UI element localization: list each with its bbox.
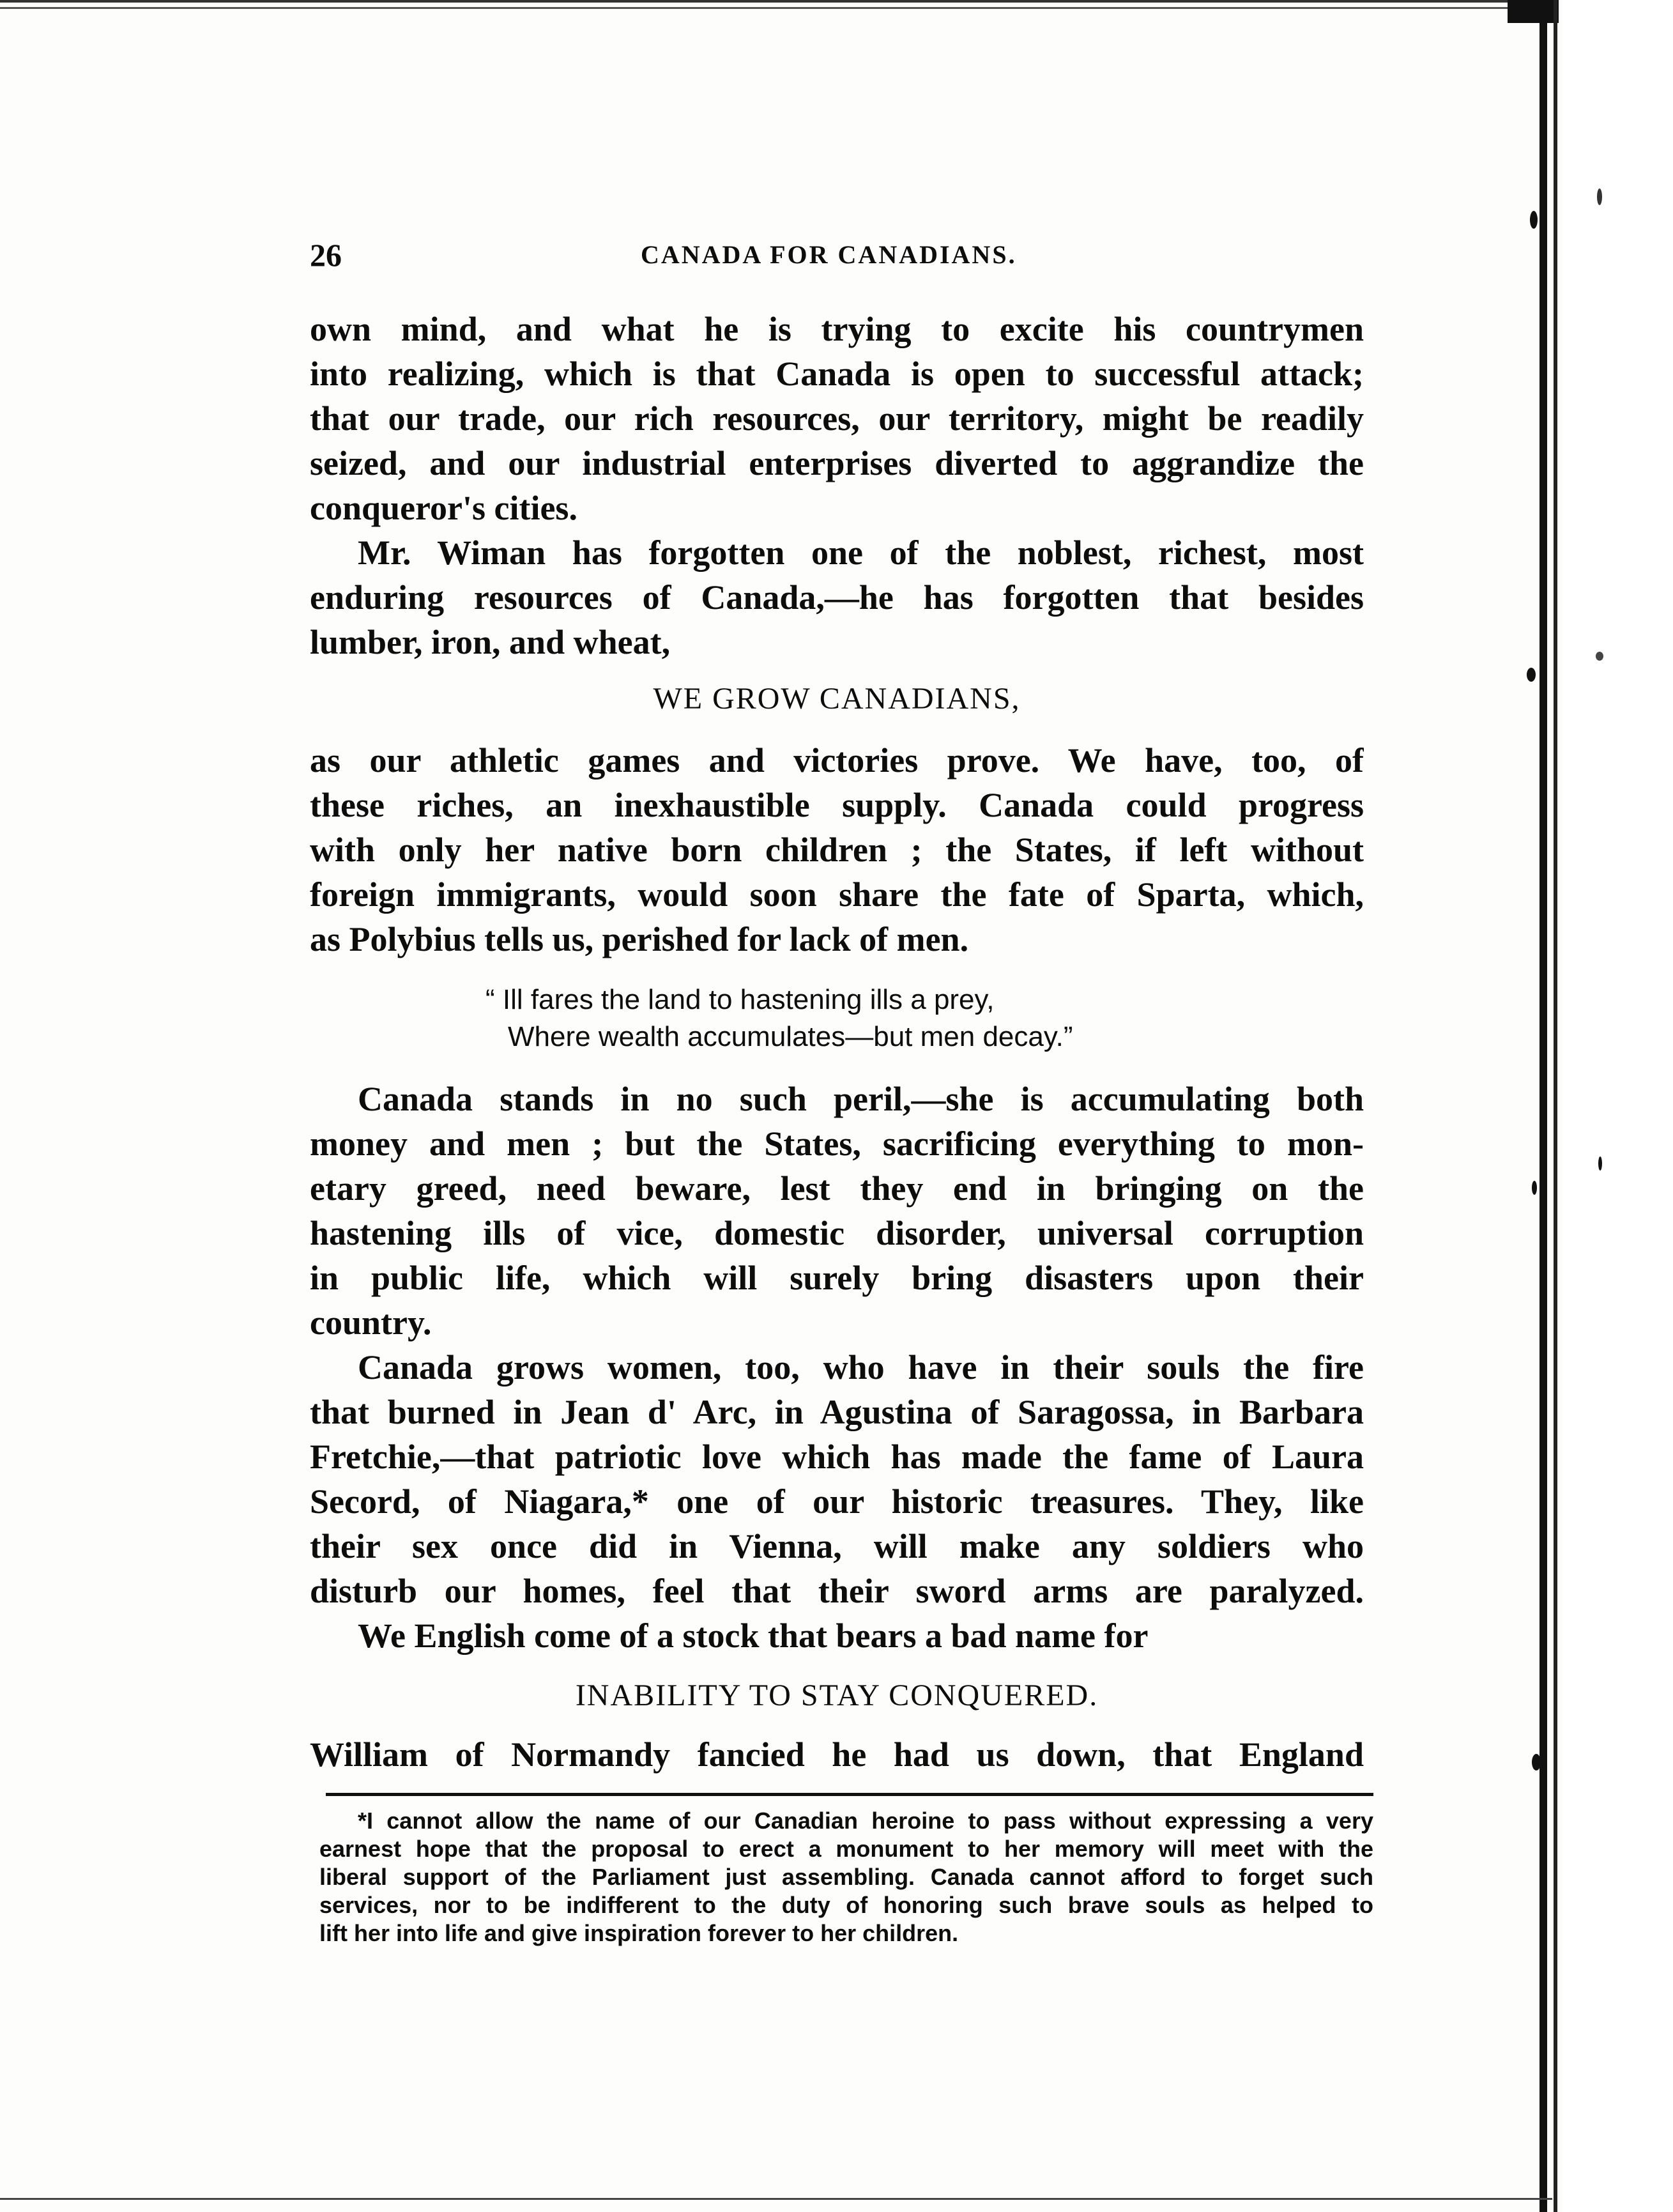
body-line: into realizing, which is that Canada is open to successful attack; [310, 355, 1364, 393]
scan-speck [1530, 211, 1538, 229]
body-line: conqueror's cities. [310, 489, 577, 527]
body-line: with only her native born children ; the States, if left without [310, 831, 1364, 869]
page-bottom-edge [0, 2198, 1552, 2212]
body-line: that burned in Jean d' Arc, in Agustina of Saragossa, in Barbara [310, 1393, 1364, 1431]
section-heading: INABILITY TO STAY CONQUERED. [575, 1678, 1099, 1712]
body-line: William of Normandy fancied he had us down, that England [310, 1735, 1364, 1774]
page-corner-shadow [1508, 0, 1559, 23]
body-line: enduring resources of Canada,—he has forgotten that besides [310, 578, 1364, 617]
body-line: country. [310, 1303, 432, 1342]
body-line: Fretchie,—that patriotic love which has made the fame of Laura [310, 1438, 1364, 1476]
page-top-edge [0, 0, 1552, 9]
body-line: these riches, an inexhaustible supply. Canada could progress [310, 786, 1364, 824]
scan-margin [1562, 0, 1673, 2212]
body-line: as Polybius tells us, perished for lack of men. [310, 920, 969, 958]
quotation-line: “ Ill fares the land to hastening ills a prey, [485, 984, 995, 1015]
body-line: disturb our homes, feel that their sword arms are paralyzed. [310, 1572, 1364, 1610]
body-line: their sex once did in Vienna, will make any soldiers who [310, 1527, 1364, 1565]
footnote-rule [326, 1793, 1373, 1796]
page-number: 26 [310, 237, 342, 273]
body-line: Secord, of Niagara,* one of our historic treasures. They, like [310, 1482, 1364, 1521]
body-line: Mr. Wiman has forgotten one of the noblest, richest, most [358, 534, 1364, 572]
footnote-line: *I cannot allow the name of our Canadian heroine to pass without expressing a very [358, 1808, 1373, 1834]
body-line: in public life, which will surely bring disasters upon their [310, 1259, 1364, 1297]
body-line: hastening ills of vice, domestic disorder, universal corruption [310, 1214, 1364, 1252]
scan-speck [1597, 188, 1602, 205]
scan-speck [1532, 1754, 1541, 1770]
body-line: that our trade, our rich resources, our territory, might be readily [310, 399, 1364, 438]
scan-speck [1527, 668, 1536, 682]
running-title: CANADA FOR CANADIANS. [641, 240, 1017, 269]
body-line: seized, and our industrial enterprises diverted to aggrandize the [310, 444, 1364, 482]
body-line: money and men ; but the States, sacrificing everything to mon- [310, 1125, 1364, 1163]
footnote-line: services, nor to be indifferent to the duty of honoring such brave souls as helped to [319, 1892, 1373, 1918]
body-line: etary greed, need beware, lest they end in bringing on the [310, 1169, 1364, 1208]
body-line: We English come of a stock that bears a bad name for [358, 1617, 1149, 1655]
body-line: as our athletic games and victories prove. We have, too, of [310, 741, 1364, 780]
footnote-line: earnest hope that the proposal to erect a monument to her memory will meet with the [319, 1836, 1373, 1862]
scan-speck [1598, 1156, 1602, 1171]
body-line: lumber, iron, and wheat, [310, 623, 671, 661]
body-line: Canada stands in no such peril,—she is accumulating both [358, 1080, 1364, 1118]
section-heading: WE GROW CANADIANS, [653, 682, 1021, 716]
scan-speck [1596, 652, 1603, 661]
page-right-edge [1539, 0, 1547, 2212]
scan-speck [1532, 1181, 1537, 1195]
footnote-line: lift her into life and give inspiration forever to her children. [319, 1920, 959, 1946]
body-line: foreign immigrants, would soon share the fate of Sparta, which, [310, 875, 1364, 914]
body-line: own mind, and what he is trying to excite his countrymen [310, 310, 1364, 348]
page-right-edge-inner [1554, 0, 1557, 2212]
body-line: Canada grows women, too, who have in their souls the fire [358, 1348, 1364, 1386]
footnote-line: liberal support of the Parliament just assembling. Canada cannot afford to forget such [319, 1864, 1373, 1890]
quotation-line: Where wealth accumulates—but men decay.” [508, 1021, 1073, 1052]
